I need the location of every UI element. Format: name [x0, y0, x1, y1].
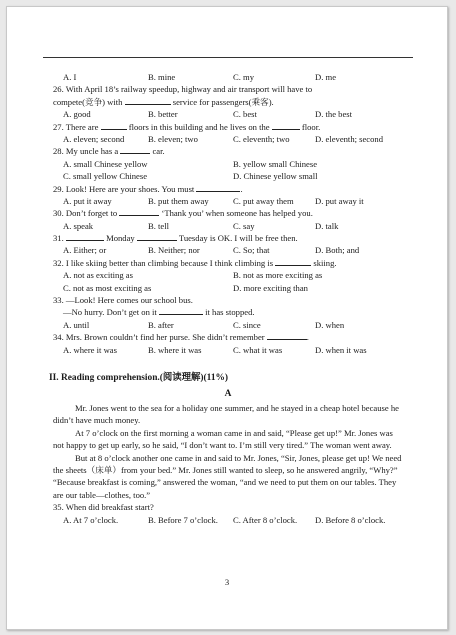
q28-stem-post: car. — [152, 146, 165, 157]
q31-stem-mid: Monday — [106, 233, 135, 244]
q34-stem-post: . — [306, 332, 309, 343]
q35-option-c: C. After 8 o’clock. — [233, 514, 298, 525]
q30-option-b: B. tell — [148, 220, 170, 231]
q26-option-d: D. the best — [315, 109, 352, 120]
q31-option-b: B. Neither; nor — [148, 245, 200, 256]
answer-blank — [120, 145, 150, 154]
q33-option-d: D. when — [315, 319, 345, 330]
q31-option-a: A. Either; or — [63, 245, 107, 256]
q30-option-a: A. speak — [63, 220, 94, 231]
q27-option-a: A. eleven; second — [63, 133, 125, 144]
q33-option-a: A. until — [63, 319, 90, 330]
q26-option-c: C. best — [233, 109, 257, 120]
header-rule — [43, 57, 413, 58]
q31-stem-post: Tuesday is OK. I will be free then. — [178, 233, 298, 244]
q31-option-d: D. Both; and — [315, 245, 360, 256]
q35-option-d: D. Before 8 o’clock. — [315, 514, 386, 525]
q28-options-row2 — [53, 170, 403, 182]
q32-option-c: C. not as most exciting as — [63, 282, 152, 293]
q26-options — [53, 108, 403, 120]
q27-stem-mid: floors in this building and he lives on the — [128, 121, 270, 132]
section-title: II. Reading comprehension.(阅读理解)(11%) — [49, 372, 228, 383]
q34-option-c: C. what it was — [233, 344, 283, 355]
q32-option-a: A. not as exciting as — [63, 270, 133, 281]
passage-paragraph: But at 8 o’clock another one came in and said to Mr. Jones, “Sir, Jones, please get up! We need the sheets（床单）from your bed.” Mr. Jones still wanted to sleep, so he answered angrily, “Why?” “Because breakfast is coming,” answered the woman, “and we need to put them on our tables. They are our table—clothes, too.” — [53, 452, 402, 500]
answer-blank — [137, 232, 177, 241]
q34-options — [53, 344, 403, 356]
q31-stem-pre: 31. — [53, 233, 64, 244]
q25-option-a: A. I — [63, 72, 77, 82]
q29-stem-pre: 29. Look! Here are your shoes. You must — [53, 183, 195, 194]
page-number: 3 — [224, 577, 230, 587]
q33-stem-line1: 33. —Look! Here comes our school bus. — [53, 295, 193, 306]
q32-stem-post: skiing. — [313, 257, 337, 268]
q28-option-b: B. yellow small Chinese — [233, 158, 318, 169]
q25-option-c: C. my — [233, 72, 255, 82]
answer-blank — [66, 232, 104, 241]
q31-stem — [53, 232, 403, 244]
q35-option-b: B. Before 7 o’clock. — [148, 514, 218, 525]
answer-blank — [101, 121, 127, 130]
answer-blank — [272, 121, 300, 130]
q35-options — [53, 514, 403, 526]
q30-option-d: D. talk — [315, 220, 339, 231]
q33-stem-post: it has stopped. — [205, 307, 255, 318]
q32-option-d: D. more exciting than — [233, 282, 308, 293]
q29-stem-post: . — [240, 183, 243, 194]
q33-option-c: C. since — [233, 319, 261, 330]
q28-stem-pre: 28. My uncle has a — [53, 146, 119, 157]
exam-page — [6, 6, 448, 630]
q26-stem-post: service for passengers(乘客). — [172, 96, 274, 107]
q27-stem-post: floor. — [301, 121, 321, 132]
passage-paragraph: Mr. Jones went to the sea for a holiday one summer, and he stayed in a cheap hotel because he didn’t have much money. — [53, 402, 399, 426]
q34-stem — [53, 331, 403, 343]
q33-stem-line2 — [53, 306, 403, 318]
q34-option-d: D. when it was — [315, 344, 367, 355]
q34-stem-pre: 34. Mrs. Brown couldn’t find her purse. She didn’t remember — [53, 332, 265, 343]
q34-option-a: A. where it was — [63, 344, 117, 355]
q32-options-row1 — [53, 269, 403, 281]
q26-stem-line2 — [53, 96, 403, 108]
q31-option-c: C. So; that — [233, 245, 270, 256]
q35-stem: 35. When did breakfast start? — [53, 502, 154, 513]
q30-stem-pre: 30. Don’t forget to — [53, 208, 118, 219]
q30-stem-post: ‘Thank you’ when someone has helped you. — [161, 208, 313, 219]
q27-stem — [53, 121, 403, 133]
q34-option-b: B. where it was — [148, 344, 202, 355]
q32-options-row2 — [53, 282, 403, 294]
answer-blank — [267, 331, 309, 343]
question-list — [49, 71, 403, 526]
q27-stem-pre: 27. There are — [53, 121, 99, 132]
q29-option-d: D. put away it — [315, 195, 364, 206]
q29-option-a: A. put it away — [63, 195, 112, 206]
q25-option-b: B. mine — [148, 72, 176, 82]
answer-blank — [125, 96, 171, 105]
q28-options-row1 — [53, 158, 403, 170]
q28-option-c: C. small yellow Chinese — [63, 171, 148, 182]
q26-option-b: B. better — [148, 109, 178, 120]
q26-stem-pre: compete(竞争) with — [53, 96, 123, 107]
q33-options — [53, 319, 403, 331]
answer-blank — [159, 306, 203, 315]
q30-stem — [53, 207, 403, 219]
q27-option-b: B. eleven; two — [148, 133, 198, 144]
q26-option-a: A. good — [63, 109, 91, 120]
q27-option-c: C. eleventh; two — [233, 133, 290, 144]
answer-blank — [275, 257, 311, 266]
passage-title: A — [224, 388, 232, 399]
q28-option-d: D. Chinese yellow small — [233, 171, 318, 182]
q33-stem-pre: —No hurry. Don’t get on it — [63, 307, 157, 318]
q32-option-b: B. not as more exciting as — [233, 270, 323, 281]
q32-stem-pre: 32. I like skiing better than climbing because I think climbing is — [53, 257, 274, 268]
q25-options — [53, 71, 403, 83]
q26-stem-line1: 26. With April 18’s railway speedup, highway and air transport will have to — [53, 84, 313, 95]
q28-option-a: A. small Chinese yellow — [63, 158, 148, 169]
q28-stem — [53, 145, 403, 157]
q30-options — [53, 220, 403, 232]
q30-option-c: C. say — [233, 220, 255, 231]
q27-option-d: D. eleventh; second — [315, 133, 384, 144]
q31-options — [53, 244, 403, 256]
q29-option-b: B. put them away — [148, 195, 209, 206]
q29-stem — [53, 183, 403, 195]
answer-blank — [119, 207, 159, 216]
passage-paragraph: At 7 o’clock on the first morning a woman came in and said, “Please get up!” Mr. Jones was not happy to get up early, so he said, “I don’t want to. I’m still very tired.” The woman went away. — [53, 427, 393, 451]
q35-option-a: A. At 7 o’clock. — [63, 514, 119, 525]
answer-blank — [196, 183, 243, 194]
q32-stem — [53, 257, 403, 269]
q29-options — [53, 195, 403, 207]
q25-option-d: D. me — [315, 72, 337, 82]
q33-option-b: B. after — [148, 319, 174, 330]
q27-options — [53, 133, 403, 145]
q29-option-c: C. put away them — [233, 195, 294, 206]
